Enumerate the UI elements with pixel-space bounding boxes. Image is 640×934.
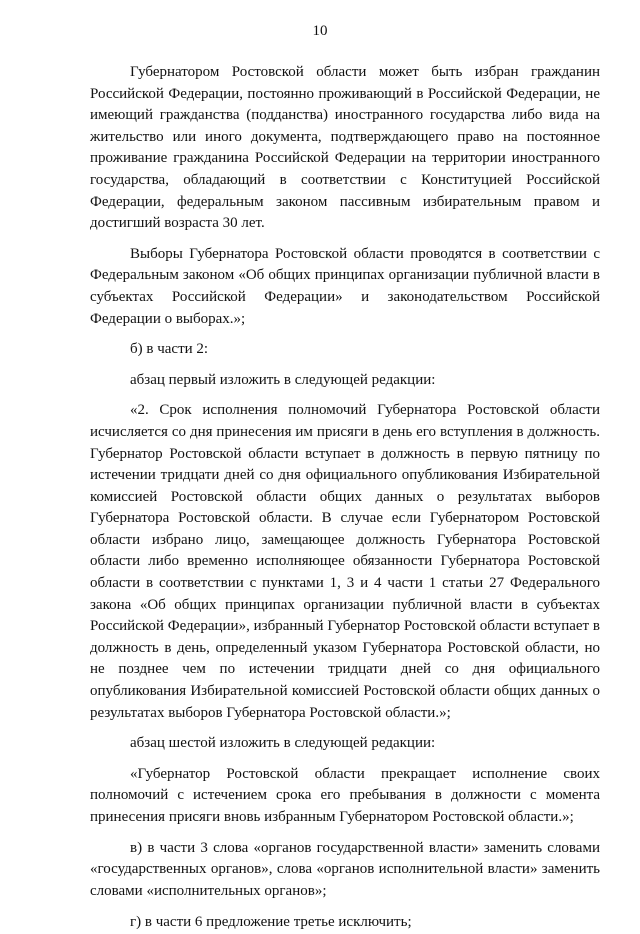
paragraph-sixth-abzac: абзац шестой изложить в следующей редакции: (130, 735, 436, 752)
paragraph-elections-law: Выборы Губернатора Ростовской области проводятся в соответствии с Федеральным законом «Об общих принципах организации публичной власти в субъектах Российской Федерации» и законодательством Российской Федерации о выборах.»; (90, 245, 600, 327)
paragraph-item-g: г) в части 6 предложение третье исключить; (130, 914, 412, 931)
document-body (90, 62, 600, 934)
paragraph-item-b: б) в части 2: (130, 341, 209, 358)
paragraph-term-of-office: «2. Срок исполнения полномочий Губернатора Ростовской области исчисляется со дня принесения им присяги в день его вступления в должность. Губернатор Ростовской области вступает в должность в первую пятницу по истечении тридцати дней со дня официального опубликования Избирательной комиссией Ростовской области общих данных о результатах выборов Губернатора Ростовской области. В случае если Губернатором Ростовской области избрано лицо, замещающее должность Губернатора Ростовской области либо временно исполняющее обязанности Губернатора Ростовской области в соответствии с пунктами 1, 3 и 4 части 1 статьи 27 Федерального закона «Об общих принципах организации публичной власти в субъектах Российской Федерации», избранный Губернатор Ростовской области вступает в должность в день, определенный указом Губернатора Ростовской области, но не позднее чем по истечении тридцати дней со дня официального опубликования Избирательной комиссией Ростовской области общих данных о результатах выборов Губернатора Ростовской области.»; (90, 402, 600, 721)
paragraph-governor-eligibility: Губернатором Ростовской области может быть избран гражданин Российской Федерации, постоянно проживающий в Российской Федерации, не имеющий гражданства (подданства) иностранного государства либо вида на жительство или иного документа, подтверждающего право на постоянное проживание гражданина Российской Федерации на территории иностранного государства, обладающий в соответствии с Конституцией Российской Федерации, федеральным законом пассивным избирательным правом и достигший возраста 30 лет. (90, 64, 600, 232)
page-number: 10 (312, 23, 328, 39)
paragraph-first-abzac: абзац первый изложить в следующей редакции: (130, 371, 436, 388)
paragraph-item-v: в) в части 3 слова «органов государственной власти» заменить словами «государственных органов», слова «органов исполнительной власти» заменить словами «исполнительных органов»; (90, 839, 600, 899)
paragraph-termination: «Губернатор Ростовской области прекращает исполнение своих полномочий с истечением срока его пребывания в должности с момента принесения присяги вновь избранным Губернатором Ростовской области.»; (90, 765, 600, 825)
